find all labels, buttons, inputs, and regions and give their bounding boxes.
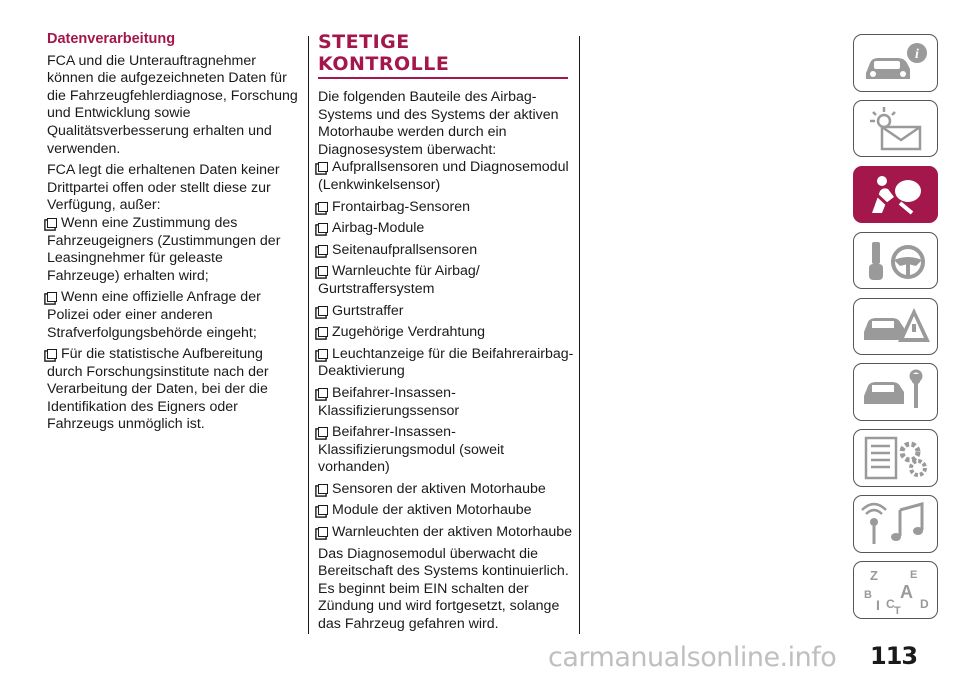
checkbox-bullet-icon <box>47 349 57 359</box>
checkbox-bullet-icon <box>318 266 328 276</box>
list-item-text: Für die statistische Aufbereitung durch Forschungsinstitute nach der Verarbeitung der Daten, bei der die Identifikation des Eigners oder Fahrzeugs unmöglich ist. <box>47 346 269 433</box>
section-title: STETIGE <box>318 31 410 53</box>
paragraph: Das Diagnosemodul überwacht die Bereitschaft des Systems kontinuierlich. Es beginnt beim EIN schalten der Zündung und wird fortgesetzt, solange das Fahrzeug gefahren wird. <box>318 545 569 633</box>
index-letter: A <box>899 581 913 602</box>
column-divider <box>308 36 309 634</box>
chapter-tabs <box>853 34 938 627</box>
tab-technical-data[interactable] <box>853 429 938 487</box>
index-letter: E <box>909 568 917 581</box>
list-item <box>47 215 299 285</box>
tab-multimedia[interactable] <box>853 495 938 553</box>
technical-data-icon <box>860 434 932 482</box>
index-letter: Z <box>869 567 878 583</box>
paragraph: FCA legt die erhaltenen Daten keiner Drittpartei offen oder stellt diese zur Verfügung, außer: <box>47 162 280 214</box>
airbag-seatbelt-icon <box>860 171 932 219</box>
left-column <box>47 31 299 438</box>
list-item-text: Warnleuchten der aktiven Motorhaube <box>332 524 573 541</box>
checkbox-bullet-icon <box>47 292 57 302</box>
list-item <box>318 346 576 381</box>
checkbox-bullet-icon <box>318 245 328 255</box>
checkbox-bullet-icon <box>318 484 328 494</box>
column-divider <box>579 36 580 634</box>
index-letter: D <box>919 596 929 611</box>
list-item-text: Leuchtanzeige für die Beifahrerairbag-Deaktivierung <box>318 345 574 380</box>
list-item-text: Gurtstraffer <box>332 302 404 319</box>
tab-alphabetical-index[interactable] <box>853 561 938 619</box>
checkbox-bullet-icon <box>318 527 328 537</box>
list-item <box>47 289 299 342</box>
paragraph: FCA und die Unterauftragnehmer können die aufgezeichneten Daten für die Fahrzeugfehlerdiagnose, Forschung und Entwicklung sowie Qualitätsverbesserung erhalten und verwenden. <box>47 52 298 157</box>
tab-airbag-seatbelt[interactable] <box>853 166 938 224</box>
svg-text:i: i <box>914 46 919 62</box>
checkbox-bullet-icon <box>318 349 328 359</box>
list-item <box>318 481 576 499</box>
tab-car-info[interactable] <box>853 34 938 92</box>
tab-car-service[interactable] <box>853 363 938 421</box>
page-number: 113 <box>870 642 918 670</box>
key-steering-wheel-icon <box>860 236 932 284</box>
checkbox-bullet-icon <box>47 218 57 228</box>
car-info-icon <box>860 39 932 87</box>
list-item-text: Frontairbag-Sensoren <box>332 198 471 215</box>
list-item <box>318 385 576 420</box>
list-item-text: Aufprallsensoren und Diagnosemodul (Lenkwinkelsensor) <box>318 159 569 193</box>
index-letter: T <box>893 604 901 614</box>
checkbox-bullet-icon <box>318 427 328 437</box>
multimedia-icon <box>860 500 932 548</box>
checkbox-bullet-icon <box>318 202 328 212</box>
list-item <box>318 303 576 321</box>
list-item <box>318 502 576 520</box>
list-item <box>318 424 576 477</box>
tab-key-steering[interactable] <box>853 232 938 290</box>
checkbox-bullet-icon <box>318 223 328 233</box>
title-underline <box>318 77 568 79</box>
list-item <box>318 524 576 542</box>
section-title: KONTROLLE <box>318 53 450 75</box>
checkbox-bullet-icon <box>318 505 328 515</box>
tab-warning-lights[interactable] <box>853 100 938 158</box>
list-item <box>318 263 576 298</box>
list-item <box>47 346 299 434</box>
list-item-text: Warnleuchte für Airbag/ Gurtstraffersystem <box>318 263 480 297</box>
section-subheading: Datenverarbeitung <box>47 31 176 47</box>
list-item <box>318 324 576 342</box>
warning-lights-icon <box>860 105 932 153</box>
list-item <box>318 242 576 260</box>
checkbox-bullet-icon <box>318 327 328 337</box>
index-letter: B <box>863 588 872 601</box>
checkbox-bullet-icon <box>318 306 328 316</box>
list-item-text: Beifahrer-Insassen-Klassifizierungsmodul (soweit vorhanden) <box>318 424 505 476</box>
right-column <box>318 33 576 638</box>
list-item <box>318 220 576 238</box>
checkbox-bullet-icon <box>318 388 328 398</box>
list-item <box>318 159 576 194</box>
tab-breakdown[interactable] <box>853 298 938 356</box>
list-item <box>318 199 576 217</box>
index-letter: C <box>885 596 895 611</box>
index-letter: I <box>875 596 880 613</box>
list-item-text: Wenn eine offizielle Anfrage der Polizei oder einer anderen Strafverfolgungsbehörde eingeht; <box>47 289 261 341</box>
list-item-text: Beifahrer-Insassen-Klassifizierungssensor <box>318 384 460 419</box>
list-item-text: Sensoren der aktiven Motorhaube <box>332 480 546 497</box>
paragraph: Die folgenden Bauteile des Airbag-Systems und des Systems der aktiven Motorhaube werden durch ein Diagnosesystem überwacht: <box>318 89 559 158</box>
list-item-text: Seitenaufprallsensoren <box>332 241 478 258</box>
list-item-text: Wenn eine Zustimmung des Fahrzeugeigners (Zustimmungen der Leasingnehmer für geleaste Fahrzeuge) erhalten wird; <box>47 214 281 284</box>
checkbox-bullet-icon <box>318 162 328 172</box>
alphabetical-index-icon <box>860 566 932 614</box>
footer-watermark: carmanualsonline.info <box>548 642 837 673</box>
car-service-icon <box>860 368 932 416</box>
list-item-text: Module der aktiven Motorhaube <box>332 502 532 519</box>
list-item-text: Zugehörige Verdrahtung <box>332 324 486 341</box>
list-item-text: Airbag-Module <box>332 220 425 237</box>
breakdown-icon <box>860 302 932 350</box>
